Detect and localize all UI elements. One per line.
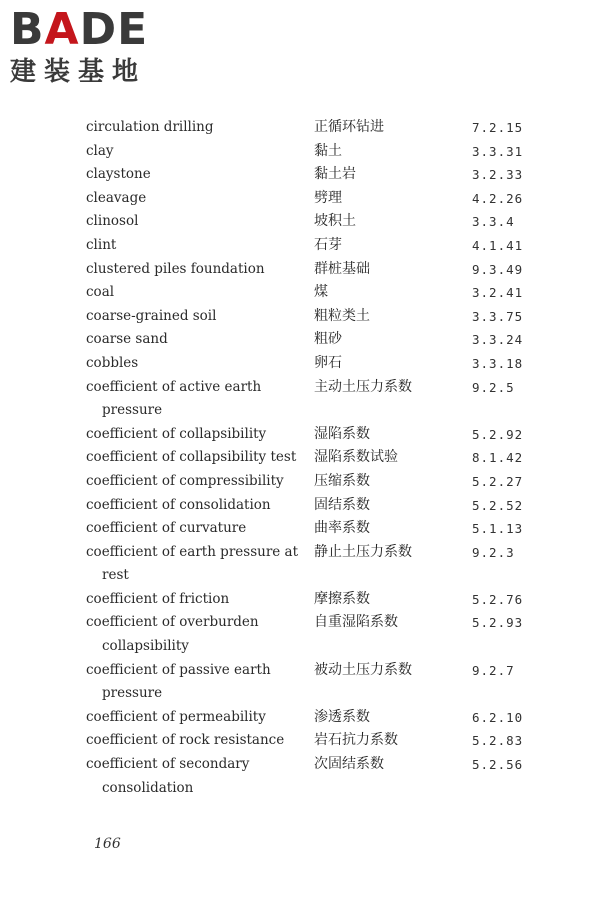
section-number: 5.2.93: [472, 615, 524, 631]
term-english-text: circulation drilling: [86, 119, 214, 135]
term-english-text: coefficient of active earth: [86, 378, 262, 395]
section-number: 5.2.76: [472, 591, 524, 607]
glossary-entry: [86, 470, 556, 494]
term-english: [86, 706, 314, 730]
term-chinese: 湿陷系数: [314, 425, 370, 442]
glossary-entry: [86, 352, 556, 376]
term-english: [86, 281, 314, 305]
term-english: [86, 729, 314, 753]
term-chinese: 岩石抗力系数: [314, 732, 398, 749]
section-number: 3.3.31: [472, 143, 524, 159]
term-english-text: coefficient of overburden: [86, 614, 259, 631]
glossary-entry: [86, 116, 556, 140]
term-english-text: cobbles: [86, 354, 139, 371]
glossary-entry: [86, 210, 556, 234]
section-number: 3.3.24: [472, 332, 524, 348]
term-english: [86, 588, 314, 612]
term-english: [86, 659, 314, 706]
page-number: 166: [94, 836, 121, 852]
term-chinese: 粗粒类土: [314, 307, 370, 324]
glossary-entry: [86, 611, 556, 658]
term-english: [86, 116, 314, 140]
term-english-text: coarse sand: [86, 331, 168, 348]
term-chinese: 卵石: [314, 354, 342, 371]
term-english: [86, 446, 314, 470]
section-number: 9.2.3: [472, 544, 515, 560]
section-number: 3.2.33: [472, 167, 524, 183]
term-english: [86, 210, 314, 234]
glossary-list: [86, 116, 556, 800]
glossary-entry: [86, 258, 556, 282]
term-english-continuation: pressure: [102, 685, 163, 702]
term-english-text: coefficient of collapsibility: [86, 425, 267, 442]
term-chinese: 压缩系数: [314, 472, 370, 489]
glossary-entry: [86, 753, 556, 800]
term-english-text: coefficient of compressibility: [86, 472, 284, 489]
glossary-entry: [86, 517, 556, 541]
section-number: 5.2.56: [472, 757, 524, 773]
term-chinese: 摩擦系数: [314, 590, 370, 607]
term-english: [86, 517, 314, 541]
section-number: 5.1.13: [472, 521, 524, 537]
glossary-entry: [86, 187, 556, 211]
term-english-text: coefficient of passive earth: [86, 661, 271, 678]
term-chinese: 次固结系数: [314, 756, 384, 773]
term-chinese: 黏土岩: [314, 166, 356, 183]
term-english-text: cleavage: [86, 189, 147, 206]
term-english: [86, 305, 314, 329]
term-english-continuation: rest: [102, 567, 129, 584]
bade-logo: [10, 6, 180, 88]
term-chinese: 煤: [314, 284, 328, 301]
term-english-text: coefficient of secondary: [86, 756, 250, 773]
term-english-text: clay: [86, 142, 114, 159]
term-english-text: coefficient of rock resistance: [86, 732, 285, 749]
section-number: 5.2.52: [472, 497, 524, 513]
section-number: 5.2.83: [472, 733, 524, 749]
term-english: [86, 187, 314, 211]
term-english: [86, 234, 314, 258]
term-english-text: coefficient of curvature: [86, 520, 247, 537]
term-english-text: clustered piles foundation: [86, 260, 265, 277]
glossary-entry: [86, 659, 556, 706]
glossary-entry: [86, 706, 556, 730]
term-english: [86, 163, 314, 187]
term-english: [86, 423, 314, 447]
term-chinese: 正循环钻进: [314, 119, 384, 135]
section-number: 4.1.41: [472, 237, 524, 253]
term-english: [86, 352, 314, 376]
logo-chinese-name: 建装基地: [10, 57, 147, 87]
section-number: 9.2.5: [472, 379, 515, 395]
term-chinese: 静止土压力系数: [314, 543, 412, 560]
glossary-entry: [86, 423, 556, 447]
term-chinese: 石芽: [314, 236, 342, 253]
glossary-entry: [86, 163, 556, 187]
term-chinese: 渗透系数: [314, 708, 370, 725]
glossary-entry: [86, 541, 556, 588]
term-english-text: coefficient of friction: [86, 590, 230, 607]
term-english: [86, 541, 314, 588]
term-english: [86, 611, 314, 658]
term-chinese: 黏土: [314, 142, 342, 159]
section-number: 8.1.42: [472, 450, 524, 466]
term-chinese: 自重湿陷系数: [314, 614, 398, 631]
term-chinese: 群桩基础: [314, 260, 370, 277]
glossary-entry: [86, 305, 556, 329]
term-chinese: 主动土压力系数: [314, 378, 412, 395]
term-chinese: 粗砂: [314, 331, 342, 348]
term-chinese: 被动土压力系数: [314, 661, 412, 678]
term-english-continuation: consolidation: [102, 779, 194, 796]
term-chinese: 湿陷系数试验: [314, 449, 398, 466]
section-number: 6.2.10: [472, 709, 524, 725]
section-number: 3.3.4: [472, 214, 515, 230]
glossary-entry: [86, 281, 556, 305]
term-english: [86, 258, 314, 282]
term-english: [86, 376, 314, 423]
section-number: 4.2.26: [472, 190, 524, 206]
glossary-entry: [86, 588, 556, 612]
glossary-entry: [86, 234, 556, 258]
glossary-entry: [86, 446, 556, 470]
glossary-entry: [86, 494, 556, 518]
glossary-entry: [86, 376, 556, 423]
term-english-text: coefficient of permeability: [86, 708, 266, 725]
section-number: 3.3.18: [472, 355, 524, 371]
term-english-text: clinosol: [86, 213, 139, 230]
section-number: 3.2.41: [472, 285, 524, 301]
term-chinese: 曲率系数: [314, 520, 370, 537]
section-number: 7.2.15: [472, 120, 524, 135]
term-english: [86, 494, 314, 518]
section-number: 5.2.27: [472, 473, 524, 489]
term-english-text: coefficient of earth pressure at: [86, 543, 299, 560]
glossary-entry: [86, 140, 556, 164]
section-number: 9.2.7: [472, 662, 515, 678]
term-english-text: coarse-grained soil: [86, 307, 217, 324]
logo-wordmark: BADE: [10, 4, 149, 55]
term-chinese: 劈理: [314, 189, 342, 206]
term-english: [86, 753, 314, 800]
term-english: [86, 328, 314, 352]
term-english: [86, 140, 314, 164]
term-english-continuation: collapsibility: [102, 638, 189, 655]
term-english-text: coefficient of collapsibility test: [86, 449, 297, 466]
term-chinese: 固结系数: [314, 496, 370, 513]
term-english-text: clint: [86, 236, 117, 253]
term-english-text: coefficient of consolidation: [86, 496, 271, 513]
section-number: 5.2.92: [472, 426, 524, 442]
term-english-text: coal: [86, 284, 115, 301]
term-english-text: claystone: [86, 166, 151, 183]
term-english-continuation: pressure: [102, 402, 163, 419]
section-number: 3.3.75: [472, 308, 524, 324]
term-english: [86, 470, 314, 494]
glossary-entry: [86, 328, 556, 352]
glossary-entry: [86, 729, 556, 753]
section-number: 9.3.49: [472, 261, 524, 277]
term-chinese: 坡积土: [314, 213, 356, 230]
